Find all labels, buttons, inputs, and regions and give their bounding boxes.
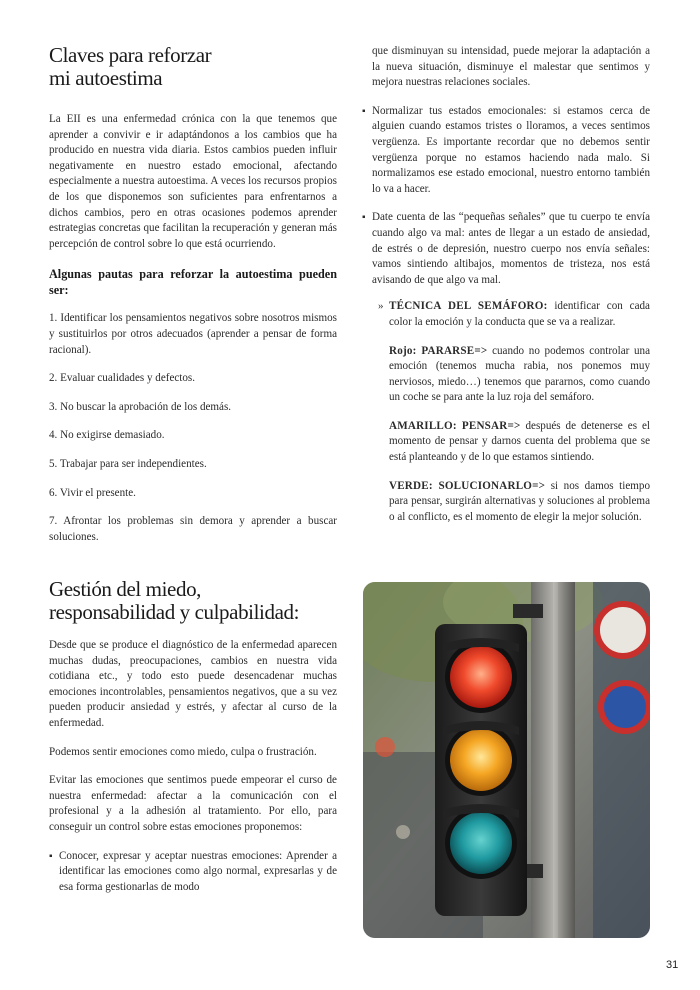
list-item: 3. No buscar la aprobación de los demás. [49,400,232,413]
traffic-light-technique [362,299,650,525]
bullet-text: Conocer, expresar y aceptar nuestras emociones: Aprender a identificar las emociones como algo normal, expresarlas y de esa forma gestionarlas de modo [59,849,337,893]
red-step [389,344,650,406]
traffic-light-illustration [363,582,650,938]
amber-step-label: AMARILLO: PENSAR=> [389,419,521,432]
green-step-label: VERDE: SOLUCIONARLO=> [389,479,546,492]
intro-paragraph: La EII es una enfermedad crónica con la que tenemos que aprender a convivir e ir adaptándonos a los cambios que ha producido en nuestra vida diaria. Estos cambios pueden influir negativamente en nuestro estado emocional, afectando especialmente a nuestra autoestima. A veces los recursos propios de los que disponemos son suficientes para enfrentarnos a dichos cambios, pero en otras ocasiones podemos aprender estrategias concretas que facilitan la recuperación y generan más percepción de control sobre lo que está ocurriendo. [49,113,337,250]
page-number: 31 [666,959,679,971]
list-item: 2. Evaluar cualidades y defectos. [49,372,196,385]
list-item: 7. Afrontar los problemas sin demora y aprender a buscar soluciones. [49,515,337,543]
bullet-icon: ▪ [362,105,366,117]
title-line-2: responsabilidad y culpabilidad: [49,600,300,624]
title-line-2: mi autoestima [49,66,163,90]
paragraph: Evitar las emociones que sentimos puede empeorar el curso de nuestra enfermedad: afectar a la comunicación con el profesional y a la adhesión al tratamiento. Por ello, para conseguir un control sobre estas emociones proponemos: [49,774,337,833]
title-line-1: Claves para reforzar [49,43,212,67]
bullet-item [49,849,337,896]
bullet-icon: ▪ [362,212,366,224]
arrow-icon: » [378,300,384,313]
bullet-text: Normalizar tus estados emocionales: si estamos cerca de alguien cuando estamos tristes o lloramos, a veces sentimos vergüenza. Es importante recordar que no debemos sentir vergüenza porque no estamos haciendo nada malo. Si normalizamos ese estado emocional, nuestro entorno también lo va a hacer. [372,104,650,195]
section-self-esteem [49,44,337,558]
red-step-label: Rojo: PARARSE=> [389,344,488,357]
amber-step-text: después de detenerse es el momento de pensar y darnos cuenta del problema que se está planteando y de lo que estamos sintiendo. [389,419,651,464]
guidelines-list [49,311,337,545]
green-step-text: si nos damos tiempo para pensar, surgirán alternativas y soluciones al problema o al conflicto, es el momento de elegir la mejor solución. [389,479,650,523]
paragraph: Desde que se produce el diagnóstico de la enfermedad aparecen muchas dudas, preocupaciones, cambios en nuestra vida cotidiana etc., y todo esto puede desencadenar muchas emociones incontrolables, pensamientos negativos, que a su vez pueden producir ansiedad y estrés, y afectar al curso de la enfermedad. [49,639,337,729]
paragraph: Podemos sentir emociones como miedo, culpa o frustración. [49,745,317,758]
title-line-1: Gestión del miedo, [49,577,202,601]
amber-step [389,419,650,466]
traffic-light-photo [363,582,650,938]
green-step [389,479,650,526]
guidelines-subheading: Algunas pautas para reforzar la autoestima pueden ser: [49,267,337,298]
list-item: 4. No exigirse demasiado. [49,429,165,442]
bullet-text: Date cuenta de las “pequeñas señales” que tu cuerpo te envía cuando algo va mal: antes de llegar a un estado de ansiedad, de estrés o de depresión, nuestro cuerpo nos envía señales: vamos sintiendo altibajos, momentos de tristeza, nos está avisando de que algo va mal. [372,211,650,286]
bullet-continuation [362,44,650,91]
section-fear-management [49,638,337,908]
list-item: 5. Trabajar para ser independientes. [49,457,207,470]
right-column [362,44,650,538]
bullet-icon: ▪ [49,850,53,862]
bullet-item [362,104,650,198]
technique-title: TÉCNICA DEL SEMÁFORO: [389,300,548,313]
technique-intro [389,299,650,330]
technique-text: identificar con cada color la emoción y la conducta que se va a realizar. [389,300,650,328]
bullet-item [362,210,650,288]
red-step-text: cuando no podemos controlar una emoción (tenemos mucha rabia, nos ponemos muy nerviosos, miedo…) tenemos que pararnos, como cuando un coche se para ante la luz roja del semáforo. [389,344,650,404]
bullet-text: que disminuyan su intensidad, puede mejorar la adaptación a la nueva situación, disminuye el malestar que sentimos y mejora nuestras relaciones sociales. [372,45,650,89]
list-item: 1. Identificar los pensamientos negativos sobre nosotros mismos y sustituirlos por otros adecuados (aprender a pensar de forma racional). [49,312,337,356]
list-item: 6. Vivir el presente. [49,486,136,499]
section-title-fear-management [49,578,337,624]
section-title-self-esteem [49,44,337,90]
